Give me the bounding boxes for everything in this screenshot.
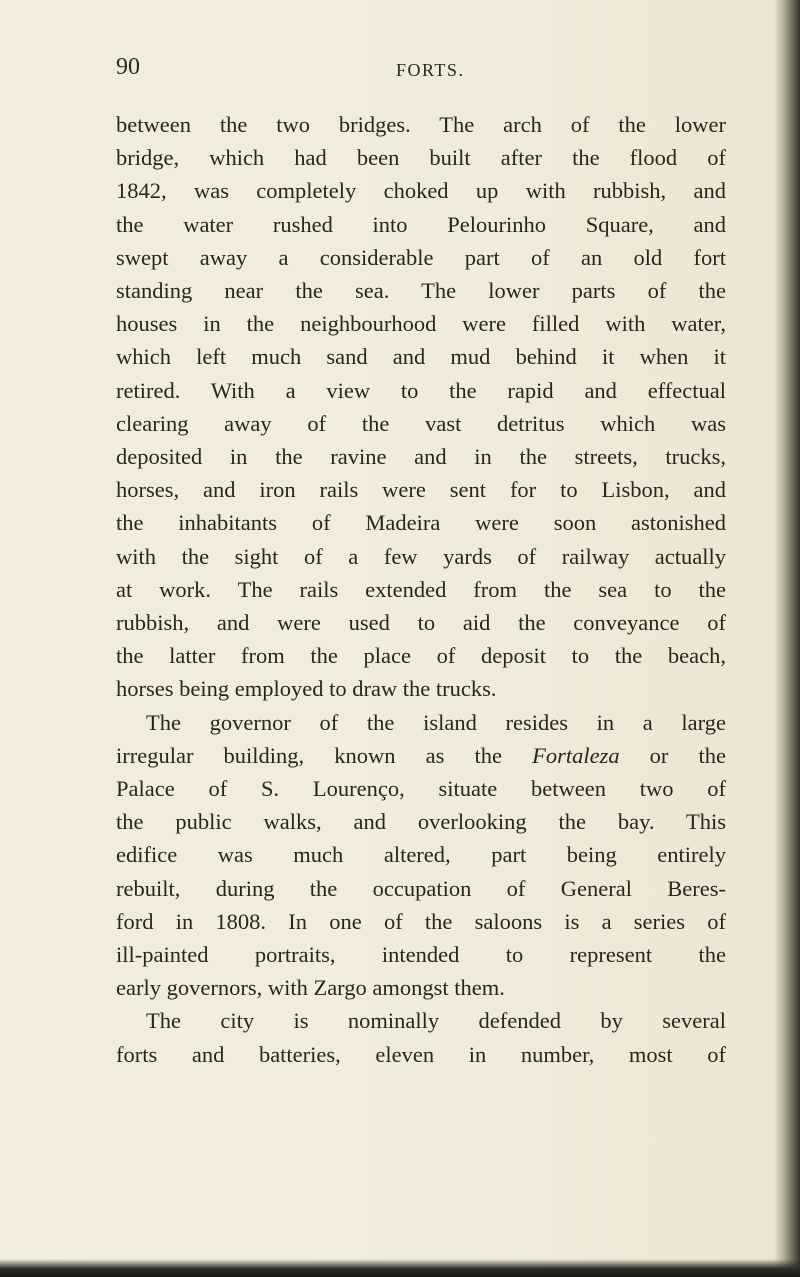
text-line: rebuilt, during the occupation of General Beres- xyxy=(116,875,726,901)
text-line: 1842, was completely choked up with rubbish, and xyxy=(116,178,726,204)
text-line: rubbish, and were used to aid the conveyance of xyxy=(116,610,726,636)
text-line: the inhabitants of Madeira were soon astonished xyxy=(116,510,726,536)
body-text xyxy=(116,108,726,1071)
text-line: between the two bridges. The arch of the lower xyxy=(116,112,726,137)
text-line: The city is nominally defended by several xyxy=(146,1008,726,1034)
text-line: standing near the sea. The lower parts of the xyxy=(116,278,726,304)
text-line: ford in 1808. In one of the saloons is a series of xyxy=(116,908,726,934)
text-line: with the sight of a few yards of railway actually xyxy=(116,543,726,569)
italic-term: Fortaleza xyxy=(532,742,620,768)
page-number: 90 xyxy=(116,54,140,80)
text-line: the public walks, and overlooking the bay. This xyxy=(116,809,726,835)
text-line: ill-painted portraits, intended to represent the xyxy=(116,942,726,968)
text-line: retired. With a view to the rapid and effectual xyxy=(116,377,726,403)
text-line: at work. The rails extended from the sea to the xyxy=(116,576,726,602)
text-line: Palace of S. Lourenço, situate between two of xyxy=(116,776,726,802)
text-segment: or the xyxy=(619,742,726,768)
text-line: swept away a considerable part of an old fort xyxy=(116,244,726,270)
text-line-with-italic xyxy=(116,739,726,772)
text-line: clearing away of the vast detritus which was xyxy=(116,410,726,436)
text-line: horses being employed to draw the trucks. xyxy=(116,676,497,702)
text-line: early governors, with Zargo amongst them. xyxy=(116,975,505,1001)
text-line: the water rushed into Pelourinho Square, and xyxy=(116,211,726,237)
page-header xyxy=(116,54,726,88)
text-line: forts and batteries, eleven in number, most of xyxy=(116,1041,726,1067)
text-line: bridge, which had been built after the flood of xyxy=(116,145,726,171)
text-line: houses in the neighbourhood were filled with water, xyxy=(116,311,726,337)
text-segment: irregular building, known as the xyxy=(116,742,502,768)
page-bottom-edge xyxy=(0,1259,800,1277)
text-line: deposited in the ravine and in the streets, trucks, xyxy=(116,444,726,470)
text-line: horses, and iron rails were sent for to Lisbon, and xyxy=(116,477,726,503)
text-line: The governor of the island resides in a large xyxy=(146,709,726,735)
page-edge-shadow xyxy=(774,0,800,1277)
running-head: FORTS. xyxy=(396,60,465,80)
text-line: which left much sand and mud behind it when it xyxy=(116,344,726,370)
text-line: edifice was much altered, part being entirely xyxy=(116,842,726,868)
text-line: the latter from the place of deposit to the beach, xyxy=(116,643,726,669)
